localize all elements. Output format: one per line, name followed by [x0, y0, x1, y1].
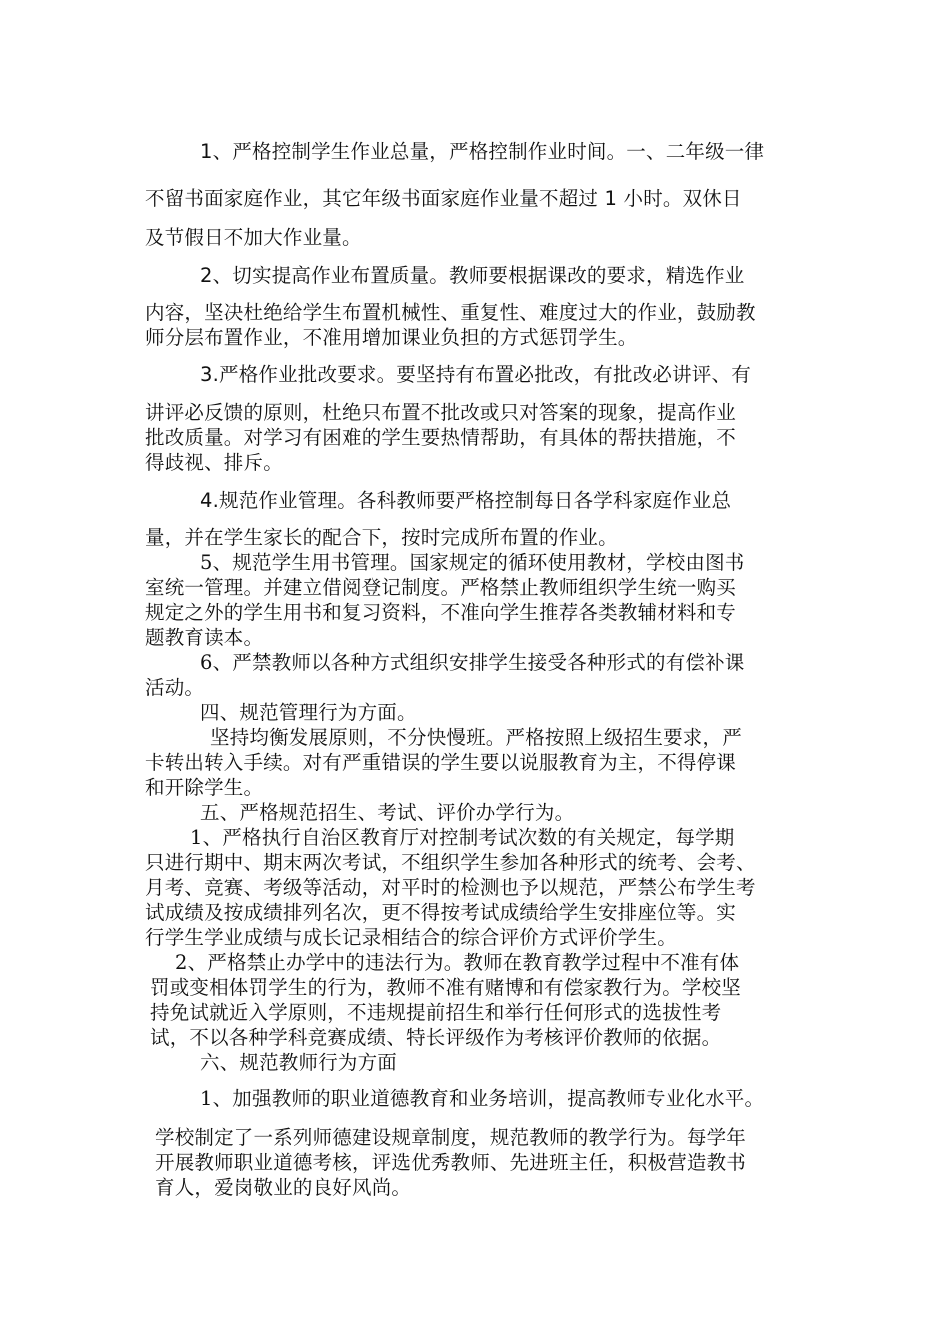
text-line: 持免试就近入学原则，不违规提前招生和举行任何形式的选拔性考	[150, 1001, 722, 1024]
text-line: 1、严格执行自治区教育厅对控制考试次数的有关规定，每学期	[190, 826, 735, 849]
text-line: 内容，坚决杜绝给学生布置机械性、重复性、难度过大的作业，鼓励教	[145, 301, 756, 324]
text-line: 题教育读本。	[145, 626, 264, 649]
section-heading: 四、规范管理行为方面。	[200, 701, 417, 724]
text-line: 1、加强教师的职业道德教育和业务培训，提高教师专业化水平。	[200, 1087, 765, 1110]
text-line: 2、切实提高作业布置质量。教师要根据课改的要求，精选作业	[200, 264, 745, 287]
text-line: 及节假日不加大作业量。	[145, 226, 362, 249]
text-line: 6、严禁教师以各种方式组织安排学生接受各种形式的有偿补课	[200, 651, 745, 674]
text-line: 讲评必反馈的原则，杜绝只布置不批改或只对答案的现象，提高作业	[145, 401, 737, 424]
section-heading: 六、规范教师行为方面	[200, 1051, 398, 1074]
text-line: 5、规范学生用书管理。国家规定的循环使用教材，学校由图书	[200, 551, 745, 574]
text-line: 卡转出转入手续。对有严重错误的学生要以说服教育为主，不得停课	[145, 751, 737, 774]
text-line: 试，不以各种学科竞赛成绩、特长评级作为考核评价教师的依据。	[150, 1026, 722, 1049]
text-line: 批改质量。对学习有困难的学生要热情帮助，有具体的帮扶措施，不	[145, 426, 737, 449]
text-line: 3.严格作业批改要求。要坚持有布置必批改，有批改必讲评、有	[200, 363, 751, 386]
text-line: 得歧视、排斥。	[145, 451, 283, 474]
text-line: 不留书面家庭作业，其它年级书面家庭作业量不超过 1 小时。双休日	[145, 187, 742, 210]
text-line: 活动。	[145, 676, 205, 699]
text-line: 2、严格禁止办学中的违法行为。教师在教育教学过程中不准有体	[175, 951, 740, 974]
text-line: 育人，爱岗敬业的良好风尚。	[155, 1176, 412, 1199]
text-line: 坚持均衡发展原则，不分快慢班。严格按照上级招生要求，严	[210, 726, 742, 749]
text-line: 开展教师职业道德考核，评选优秀教师、先进班主任，积极营造教书	[155, 1151, 747, 1174]
text-line: 学校制定了一系列师德建设规章制度，规范教师的教学行为。每学年	[155, 1126, 747, 1149]
text-line: 1、严格控制学生作业总量，严格控制作业时间。一、二年级一律	[200, 140, 765, 163]
text-line: 量，并在学生家长的配合下，按时完成所布置的作业。	[145, 526, 618, 549]
text-line: 师分层布置作业，不准用增加课业负担的方式惩罚学生。	[145, 326, 638, 349]
text-line: 4.规范作业管理。各科教师要严格控制每日各学科家庭作业总	[200, 489, 732, 512]
text-line: 室统一管理。并建立借阅登记制度。严格禁止教师组织学生统一购买	[145, 576, 737, 599]
section-heading: 五、严格规范招生、考试、评价办学行为。	[200, 801, 575, 824]
text-line: 和开除学生。	[145, 776, 264, 799]
text-line: 行学生学业成绩与成长记录相结合的综合评价方式评价学生。	[145, 926, 677, 949]
text-line: 只进行期中、期末两次考试，不组织学生参加各种形式的统考、会考、	[145, 851, 756, 874]
text-line: 月考、竞赛、考级等活动，对平时的检测也予以规范，严禁公布学生考	[145, 876, 756, 899]
text-line: 试成绩及按成绩排列名次，更不得按考试成绩给学生安排座位等。实	[145, 901, 737, 924]
text-line: 规定之外的学生用书和复习资料，不准向学生推荐各类教辅材料和专	[145, 601, 737, 624]
text-line: 罚或变相体罚学生的行为，教师不准有赌博和有偿家教行为。学校坚	[150, 976, 742, 999]
